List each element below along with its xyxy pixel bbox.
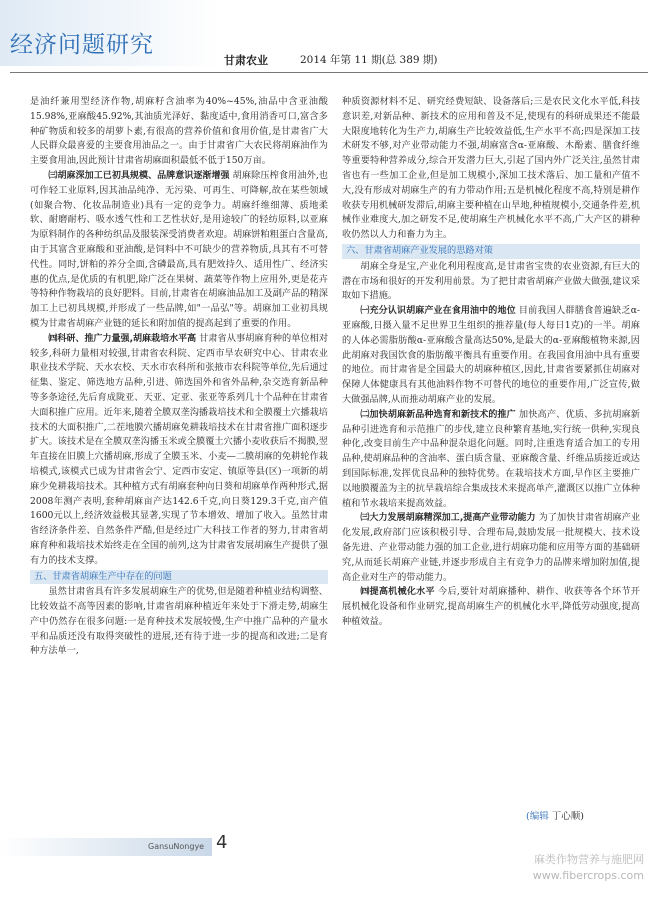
- subheading: ㈢大力发展胡麻精深加工,提高产业带动能力: [360, 513, 536, 524]
- section-heading: 五、甘肃省胡麻生产中存在的问题: [30, 570, 328, 585]
- paragraph: [342, 585, 640, 629]
- paragraph: [30, 332, 328, 569]
- paragraph: 虽然甘肃省具有许多发展胡麻生产的优势,但是随着种植业结构调整、比较效益不高等因素的影响,甘肃省胡麻种植近年来处于下滑走势,胡麻生产中仍然存在很多问题:一是育种技术发展较慢,生产中推广品种的产量水平和品质还没有取得突破性的进展,还有待于进一步的提高和改进;二是育种方法单一,: [30, 586, 328, 657]
- subheading: ㈢胡麻深加工已初具规模、品牌意识逐渐增强: [48, 170, 230, 181]
- journal-name: 甘肃农业: [224, 54, 268, 67]
- watermark-line: 麻类作物营养与施肥网: [534, 853, 644, 866]
- page-number: 4: [216, 832, 228, 853]
- editor-label: (编辑: [526, 811, 549, 822]
- paragraph: 胡麻全身是宝,产业化利用程度高,是甘肃省宝贵的农业资源,有巨大的潜在市场和很好的开发利用前景。为了把甘肃省胡麻产业做大做强,建议采取如下措施。: [342, 260, 640, 302]
- paragraph: 种质资源材料不足、研究经费短缺、设备落后;三是农民文化水平低,科技意识差,对新品种、新技术的应用和普及不足,使现有的科研成果还不能最大限度地转化为生产力,胡麻生产比较效益低,生产水平不高;四是深加工技术研发不够,对产业带动能力不强,胡麻富含α-亚麻酸、木酚素、膳食纤维等重要特种营养成分,综合开发潜力巨大,引起了国内外广泛关注,虽然甘肃省也有一些加工企业,但是加工规模小,深加工技术落后、加工量和产值不大,没有形成对胡麻生产的有力带动作用;五是机械化程度不高,特别是耕作收获专用机械研发滞后,胡麻主要种植在山旱地,种植规模小,交通条件差,机械作业难度大,加之研发不足,使胡麻生产机械化水平不高,广大产区的耕种收仍然以人力和畜力为主。: [342, 96, 640, 241]
- watermark-line: www.fibercrops.com: [532, 869, 644, 882]
- subheading: ㈡加快胡麻新品种选育和新技术的推广: [360, 409, 516, 420]
- header-divider: [10, 72, 648, 73]
- paragraph-text: 目前我国人群膳食普遍缺乏α-亚麻酸,日摄入量不足世界卫生组织的推荐量(每人每日1克)的一半。胡麻的人体必需脂肪酸α-亚麻酸含量高达50%,是最大的α-亚麻酸植物来源,因此胡麻对我国饮食的脂肪酸平衡具有重要作用。在我国食用油中具有重要的地位。而甘肃省是全国最大的胡麻种植区,因此,甘肃省要紧抓住胡麻对保障人体健康具有其他油料作物不可替代的地位的重要作用,广泛宣传,做大做强品牌,从而推动胡麻产业的发展。: [342, 305, 640, 405]
- paragraph-text: 为了加快甘肃省胡麻产业化发展,政府部门应该积极引导、合理布局,鼓励发展一批规模大、技术设备先进、产业带动能力强的加工企业,进行胡麻功能和应用等方面的基础研究,从而延长胡麻产业链,并逐步形成自主有竞争力的品牌来增加附加值,提高企业对生产的带动能力。: [342, 512, 641, 583]
- paragraph: [342, 304, 640, 408]
- editor-name: 丁心顺): [551, 811, 584, 822]
- issue-info: 2014 年第 11 期(总 389 期): [300, 54, 438, 66]
- left-column: [30, 95, 328, 659]
- subheading: ㈣科研、推广力量强,胡麻栽培水平高: [48, 333, 197, 344]
- paragraph-text: 甘肃省从事胡麻育种的单位相对较多,科研力量相对较强,甘肃省农科院、定西市旱农研究中心、甘肃农业职业技术学院、天水农校、天水市农科所和张掖市农科院等单位,先后通过征集、鉴定、筛选地方品种,引进、筛选国外和省外品种,杂交选育新品种等多条途径,先后育成陇亚、天亚、定亚、张亚等系列几十个品种在甘肃省大面积推广应用。近年来,随着全膜双垄沟播栽培技术和全膜覆土穴播栽培技术的大面积推广,二茬地膜穴播胡麻免耕栽培技术在甘肃省推广面积逐步扩大。该技术是在全膜双垄沟播玉米或全膜覆土穴播小麦收获后不揭膜,翌年直接在旧膜上穴播胡麻,形成了全膜玉米、小麦—二膜胡麻的免耕轮作栽培模式,该模式已成为甘肃省会宁、定西市安定、镇原等县(区)一项新的胡麻少免耕栽培技术。其种植方式有胡麻套种向日葵和胡麻单作两种形式,据2008年测产表明,套种胡麻亩产达142.6千克,向日葵129.3千克,亩产值1600元以上,经济效益极其显著,实现了节本增效、增加了收入。虽然甘肃省经济条件差、自然条件严酷,但是经过广大科技工作者的努力,甘肃省胡麻育种和栽培技术始终走在全国的前列,这为甘肃省发展胡麻生产提供了强有力的技术支撑。: [30, 332, 329, 566]
- paragraph: [30, 169, 328, 332]
- footer-journal-name: GansuNongye: [148, 842, 205, 851]
- right-column: [342, 95, 640, 630]
- paragraph: [342, 408, 640, 512]
- paragraph-text: 胡麻除压榨食用油外,也可作轻工业原料,因其油品纯净、无污染、可再生、可降解,故在某些领域(如聚合物、化妆品制造业)具有一定的竞争力。胡麻纤维细薄、质地柔软、耐磨耐朽、吸水透气性和工艺性状好,是用途较广的轻纺原料,以亚麻为原料制作的各种纺织品及服装深受消费者欢迎。胡麻饼粕粗蛋白含量高,由于其富含亚麻酸和亚油酸,是饲料中不可缺少的营养物质,具其有不可替代性。同时,饼粕的养分全面,含磷最高,具有肥效持久、适用性广、经济实惠的优点,是优质的有机肥,除广泛在果树、蔬菜等作物上应用外,更是花卉等特种作物栽培的良好肥料。目前,甘肃省在胡麻油品加工及副产品的精深加工上已初具规模,并形成了一些品牌,如"一品弘"等。胡麻加工业初具规模为甘肃省胡麻产业链的延长和附加值的提高起到了重要的作用。: [30, 169, 328, 329]
- watermark: [533, 852, 644, 884]
- page-header: [0, 0, 658, 80]
- editor-credit: [526, 808, 584, 822]
- paragraph-text: 加快高产、优质、多抗胡麻新品种引进选育和示范推广的步伐,建立良种繁育基地,实行统一供种,实现良种化,改变目前生产中品种混杂退化问题。同时,注重选育适合加工的专用品种,使胡麻品种的含油率、蛋白质含量、亚麻酸含量、纤维品质接近或达到国际标准,发挥优良品种的独特优势。在栽培技术方面,早作区主要推广以地膜覆盖为主的抗旱栽培综合集成技术来提高单产,灌溉区以推广立体种植和节水栽培来提高效益。: [342, 408, 640, 509]
- paragraph: [342, 511, 640, 585]
- section-heading: 六、甘肃省胡麻产业发展的思路对策: [342, 244, 640, 259]
- column-logo: 经济问题研究: [10, 32, 154, 58]
- paragraph: 是油纤兼用型经济作物,胡麻籽含油率为40%~45%,油品中含亚油酸15.98%,亚麻酸45.92%,其油质光泽好、黏度适中,食用消香可口,富含多种矿物质和较多的胡萝卜素,有很高的营养价值和食用价值,是甘肃省广大人民群众最喜爱的主要食用油品之一。由于甘肃省广大农民将胡麻油作为主要食用油,因此预计甘肃省胡麻面积最低不低于150万亩。: [30, 96, 328, 167]
- subheading: ㈣提高机械化水平: [360, 587, 435, 598]
- subheading: ㈠充分认识胡麻产业在食用油中的地位: [360, 306, 516, 317]
- paragraph-text: 今后,要针对胡麻播种、耕作、收获等各个环节开展机械化设备和作业研究,提高胡麻生产的机械化水平,降低劳动强度,提高种植效益。: [342, 586, 640, 627]
